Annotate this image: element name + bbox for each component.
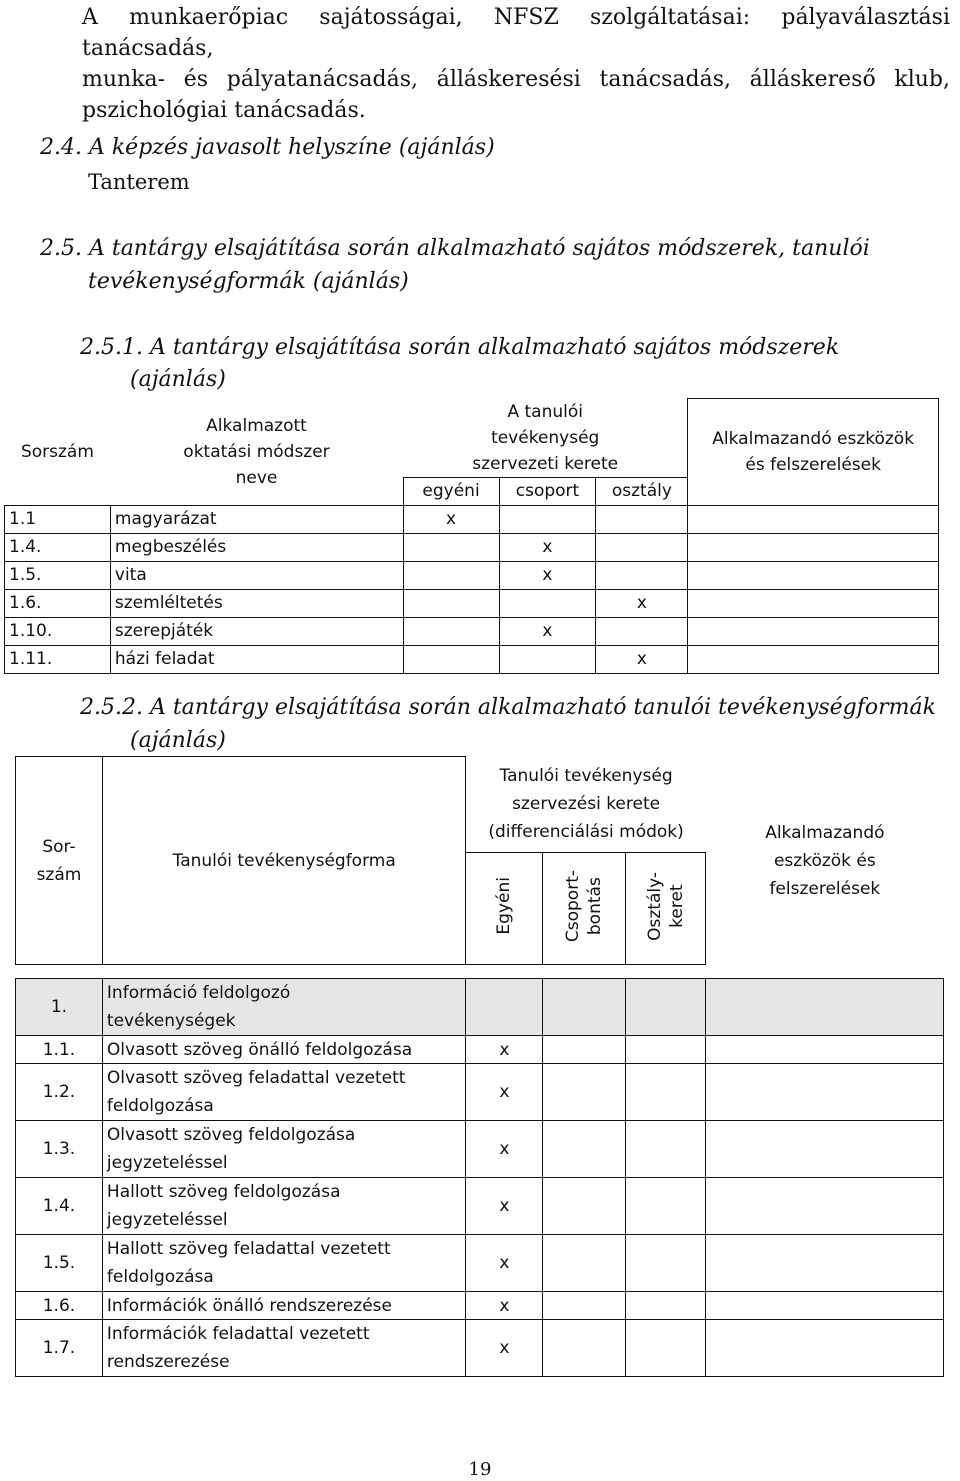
row-form <box>102 1121 466 1178</box>
intro-line-2: munka- és pályatanácsadás, álláskeresési tanácsadás, álláskereső klub, <box>82 67 950 92</box>
row-form-2: feldolgozása <box>106 1096 214 1116</box>
row-csoport: x <box>499 533 596 561</box>
row-form: Információk önálló rendszerezése <box>102 1292 466 1320</box>
row-osztaly: x <box>596 645 688 673</box>
row-method: magyarázat <box>110 505 403 533</box>
row-csoport <box>543 1036 626 1064</box>
row-form-1: Olvasott szöveg feldolgozása <box>106 1125 356 1145</box>
group-label-1: Információ feldolgozó <box>106 983 291 1003</box>
forms-header-tevekenyseg <box>466 757 706 853</box>
forms-header-csop-2: bontás <box>585 877 606 935</box>
activity-forms-table <box>15 756 944 1377</box>
methods-header-eszkoz: Alkalmazandó eszközök és felszerelések <box>688 399 939 506</box>
forms-header-oszt-2: keret <box>666 884 687 928</box>
forms-header-egyeni <box>466 853 543 965</box>
section-2-5-2-title-line2: (ajánlás) <box>130 728 226 753</box>
row-egyeni: x <box>466 1036 543 1064</box>
row-method: házi feladat <box>110 645 403 673</box>
row-osztaly <box>626 1235 706 1292</box>
table-row <box>16 1320 944 1377</box>
forms-header-egyeni-label: Egyéni <box>494 877 515 935</box>
row-eszkoz <box>688 533 939 561</box>
methods-header-sorszam: Sorszám <box>20 441 94 462</box>
methods-table-body <box>5 505 939 673</box>
table-row <box>5 645 939 673</box>
section-2-4-text: Tanterem <box>88 170 190 194</box>
row-eszkoz <box>706 1178 944 1235</box>
row-csoport <box>543 1235 626 1292</box>
row-osztaly: x <box>596 589 688 617</box>
forms-header-sorszam-1: Sor- <box>42 836 76 857</box>
row-number: 1.6. <box>5 589 111 617</box>
forms-header-oszt-1: Osztály- <box>644 871 665 941</box>
row-eszkoz <box>688 561 939 589</box>
row-number: 1.1 <box>5 505 111 533</box>
row-csoport <box>499 505 596 533</box>
row-csoport <box>499 589 596 617</box>
row-egyeni <box>403 561 499 589</box>
row-eszkoz <box>706 1235 944 1292</box>
forms-header-eszkoz <box>706 757 944 965</box>
forms-header-forma: Tanulói tevékenységforma <box>102 757 466 965</box>
group-osztaly <box>626 979 706 1036</box>
intro-line-3: pszichológiai tanácsadás. <box>82 98 366 123</box>
section-2-4-title: 2.4. A képzés javasolt helyszíne (ajánlás) <box>40 135 495 160</box>
row-eszkoz <box>688 617 939 645</box>
row-csoport <box>499 645 596 673</box>
row-number: 1.5. <box>16 1235 103 1292</box>
row-eszkoz <box>706 1292 944 1320</box>
row-egyeni: x <box>466 1178 543 1235</box>
group-row <box>16 979 944 1036</box>
row-eszkoz <box>706 1064 944 1121</box>
row-egyeni: x <box>466 1292 543 1320</box>
row-egyeni <box>403 533 499 561</box>
row-osztaly <box>626 1292 706 1320</box>
section-2-5-1-title-line2: (ajánlás) <box>130 367 226 392</box>
methods-header-modszer: Alkalmazott oktatási módszer neve <box>183 415 330 488</box>
methods-header-csoport: csoport <box>499 477 596 505</box>
page-number: 19 <box>468 1459 492 1480</box>
row-form-2: jegyzeteléssel <box>106 1153 228 1173</box>
row-csoport <box>543 1121 626 1178</box>
row-osztaly <box>596 561 688 589</box>
table-row <box>16 1178 944 1235</box>
row-method: szerepjáték <box>110 617 403 645</box>
section-2-5-title-line1: 2.5. A tantárgy elsajátítása során alkalmazható sajátos módszerek, tanulói <box>40 236 870 261</box>
row-eszkoz <box>688 645 939 673</box>
group-label <box>102 979 466 1036</box>
table-row <box>16 1121 944 1178</box>
forms-header-tev-1: Tanulói tevékenység <box>499 766 673 787</box>
row-form-1: Hallott szöveg feldolgozása <box>106 1182 341 1202</box>
row-csoport: x <box>499 617 596 645</box>
row-eszkoz <box>706 1036 944 1064</box>
row-number: 1.7. <box>16 1320 103 1377</box>
forms-header-csop-1: Csoport- <box>563 869 584 943</box>
row-eszkoz <box>706 1320 944 1377</box>
row-eszkoz <box>706 1121 944 1178</box>
group-label-2: tevékenységek <box>106 1011 236 1031</box>
row-egyeni: x <box>403 505 499 533</box>
row-csoport <box>543 1320 626 1377</box>
row-osztaly <box>596 505 688 533</box>
methods-header-tevekenyseg: A tanulói tevékenység szervezeti kerete <box>472 401 619 474</box>
row-eszkoz <box>688 505 939 533</box>
row-form-2: rendszerezése <box>106 1352 230 1372</box>
forms-header-sorszam-2: szám <box>36 864 82 885</box>
row-method: vita <box>110 561 403 589</box>
group-egyeni <box>466 979 543 1036</box>
row-method: megbeszélés <box>110 533 403 561</box>
forms-header-tev-3: (differenciálási módok) <box>488 822 684 843</box>
forms-header-tev-2: szervezési kerete <box>512 794 661 815</box>
row-number: 1.5. <box>5 561 111 589</box>
row-form <box>102 1178 466 1235</box>
group-eszkoz <box>706 979 944 1036</box>
row-egyeni: x <box>466 1064 543 1121</box>
row-number: 1.2. <box>16 1064 103 1121</box>
forms-header-osztaly-label <box>644 872 688 941</box>
row-form-1: Információk feladattal vezetett <box>106 1324 370 1344</box>
row-form-2: jegyzeteléssel <box>106 1210 228 1230</box>
table-row <box>16 1235 944 1292</box>
methods-header-osztaly: osztály <box>596 477 688 505</box>
forms-header-csoport-label <box>562 870 606 942</box>
row-csoport <box>543 1064 626 1121</box>
row-egyeni <box>403 645 499 673</box>
row-form: Olvasott szöveg önálló feldolgozása <box>102 1036 466 1064</box>
row-osztaly <box>626 1178 706 1235</box>
section-2-5-1-title-line1: 2.5.1. A tantárgy elsajátítása során alkalmazható sajátos módszerek <box>80 335 840 360</box>
row-osztaly <box>596 617 688 645</box>
forms-header-sorszam <box>16 757 103 965</box>
intro-line-1: A munkaerőpiac sajátosságai, NFSZ szolgáltatásai: pályaválasztási tanácsadás, <box>82 5 950 61</box>
forms-header-eszkoz-1: Alkalmazandó <box>765 822 885 843</box>
intro-paragraph <box>82 2 950 126</box>
table-row <box>16 1064 944 1121</box>
row-csoport <box>543 1178 626 1235</box>
forms-header-eszkoz-3: felszerelések <box>769 878 881 899</box>
row-egyeni <box>403 617 499 645</box>
table-row <box>5 589 939 617</box>
table-row <box>5 505 939 533</box>
table-spacer <box>16 965 944 979</box>
row-osztaly <box>626 1121 706 1178</box>
group-number: 1. <box>16 979 103 1036</box>
row-method: szemléltetés <box>110 589 403 617</box>
row-eszkoz <box>688 589 939 617</box>
forms-header-eszkoz-2: eszközök és <box>773 850 876 871</box>
row-number: 1.4. <box>16 1178 103 1235</box>
row-egyeni: x <box>466 1235 543 1292</box>
row-osztaly <box>596 533 688 561</box>
row-egyeni: x <box>466 1121 543 1178</box>
row-form-1: Olvasott szöveg feladattal vezetett <box>106 1068 406 1088</box>
table-row <box>16 1036 944 1064</box>
row-number: 1.3. <box>16 1121 103 1178</box>
row-form-2: feldolgozása <box>106 1267 214 1287</box>
forms-header-osztaly <box>626 853 706 965</box>
row-form <box>102 1320 466 1377</box>
row-form-1: Hallott szöveg feladattal vezetett <box>106 1239 391 1259</box>
row-osztaly <box>626 1320 706 1377</box>
row-number: 1.1. <box>16 1036 103 1064</box>
table-row <box>16 1292 944 1320</box>
row-form <box>102 1064 466 1121</box>
row-egyeni <box>403 589 499 617</box>
methods-header-egyeni: egyéni <box>403 477 499 505</box>
row-osztaly <box>626 1064 706 1121</box>
row-number: 1.4. <box>5 533 111 561</box>
row-csoport: x <box>499 561 596 589</box>
section-2-5-2-title-line1: 2.5.2. A tantárgy elsajátítása során alkalmazható tanulói tevékenységformák <box>80 695 936 720</box>
methods-table <box>4 398 939 674</box>
row-csoport <box>543 1292 626 1320</box>
group-csoport <box>543 979 626 1036</box>
row-osztaly <box>626 1036 706 1064</box>
row-form <box>102 1235 466 1292</box>
table-row <box>5 561 939 589</box>
row-egyeni: x <box>466 1320 543 1377</box>
table-row <box>5 533 939 561</box>
row-number: 1.10. <box>5 617 111 645</box>
table-row <box>5 617 939 645</box>
section-2-5-title-line2: tevékenységformák (ajánlás) <box>88 269 409 294</box>
row-number: 1.6. <box>16 1292 103 1320</box>
row-number: 1.11. <box>5 645 111 673</box>
forms-header-csoport <box>543 853 626 965</box>
